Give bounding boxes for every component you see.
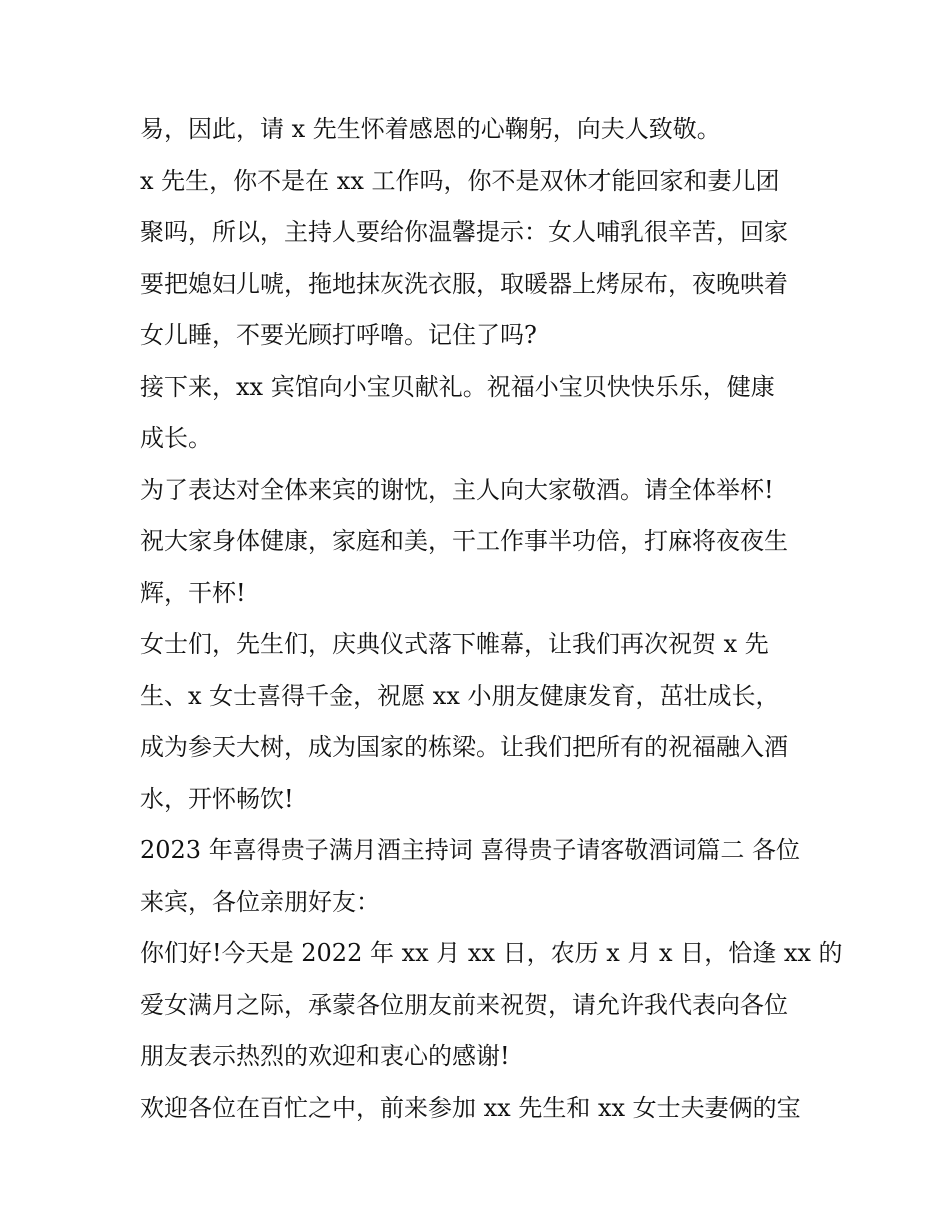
text-line: 要把媳妇儿唬，拖地抹灰洗衣服，取暖器上烤尿布，夜晚哄着 (140, 269, 788, 298)
text-line: 欢迎各位在百忙之中，前来参加 xx 先生和 xx 女士夫妻俩的宝 (140, 1093, 801, 1122)
text-line: 朋友表示热烈的欢迎和衷心的感谢! (140, 1042, 510, 1070)
text-line: 辉，干杯! (140, 578, 246, 607)
text-line: 成为参天大树，成为国家的栋梁。让我们把所有的祝福融入酒 (140, 733, 788, 761)
text-line: 女士们，先生们，庆典仪式落下帷幕，让我们再次祝贺 x 先 (140, 630, 769, 658)
text-line: x 先生，你不是在 xx 工作吗，你不是双休才能回家和妻儿团 (140, 166, 780, 195)
document-body (140, 104, 843, 1134)
text-line: 爱女满月之际，承蒙各位朋友前来祝贺，请允许我代表向各位 (140, 990, 788, 1019)
text-line: 女儿睡，不要光顾打呼噜。记住了吗? (140, 321, 537, 349)
text-line: 生、x 女士喜得千金，祝愿 xx 小朋友健康发育，茁壮成长， (140, 681, 780, 710)
text-line: 2023 年喜得贵子满月酒主持词 喜得贵子请客敬酒词篇二 各位 (140, 836, 800, 864)
text-line: 接下来，xx 宾馆向小宝贝献礼。祝福小宝贝快快乐乐，健康 (140, 372, 775, 401)
text-line: 成长。 (140, 424, 212, 452)
text-line: 你们好!今天是 2022 年 xx 月 xx 日，农历 x 月 x 日，恰逢 xx 的 (140, 939, 843, 967)
text-line: 水，开怀畅饮! (140, 784, 294, 813)
text-line: 聚吗，所以，主持人要给你温馨提示：女人哺乳很辛苦，回家 (140, 218, 788, 246)
text-line: 祝大家身体健康，家庭和美，干工作事半功倍，打麻将夜夜生 (140, 527, 788, 555)
text-line: 易，因此，请 x 先生怀着感恩的心鞠躬，向夫人致敬。 (140, 115, 721, 143)
text-line: 来宾，各位亲朋好友： (140, 887, 380, 916)
text-line: 为了表达对全体来宾的谢忱，主人向大家敬酒。请全体举杯! (140, 475, 774, 504)
